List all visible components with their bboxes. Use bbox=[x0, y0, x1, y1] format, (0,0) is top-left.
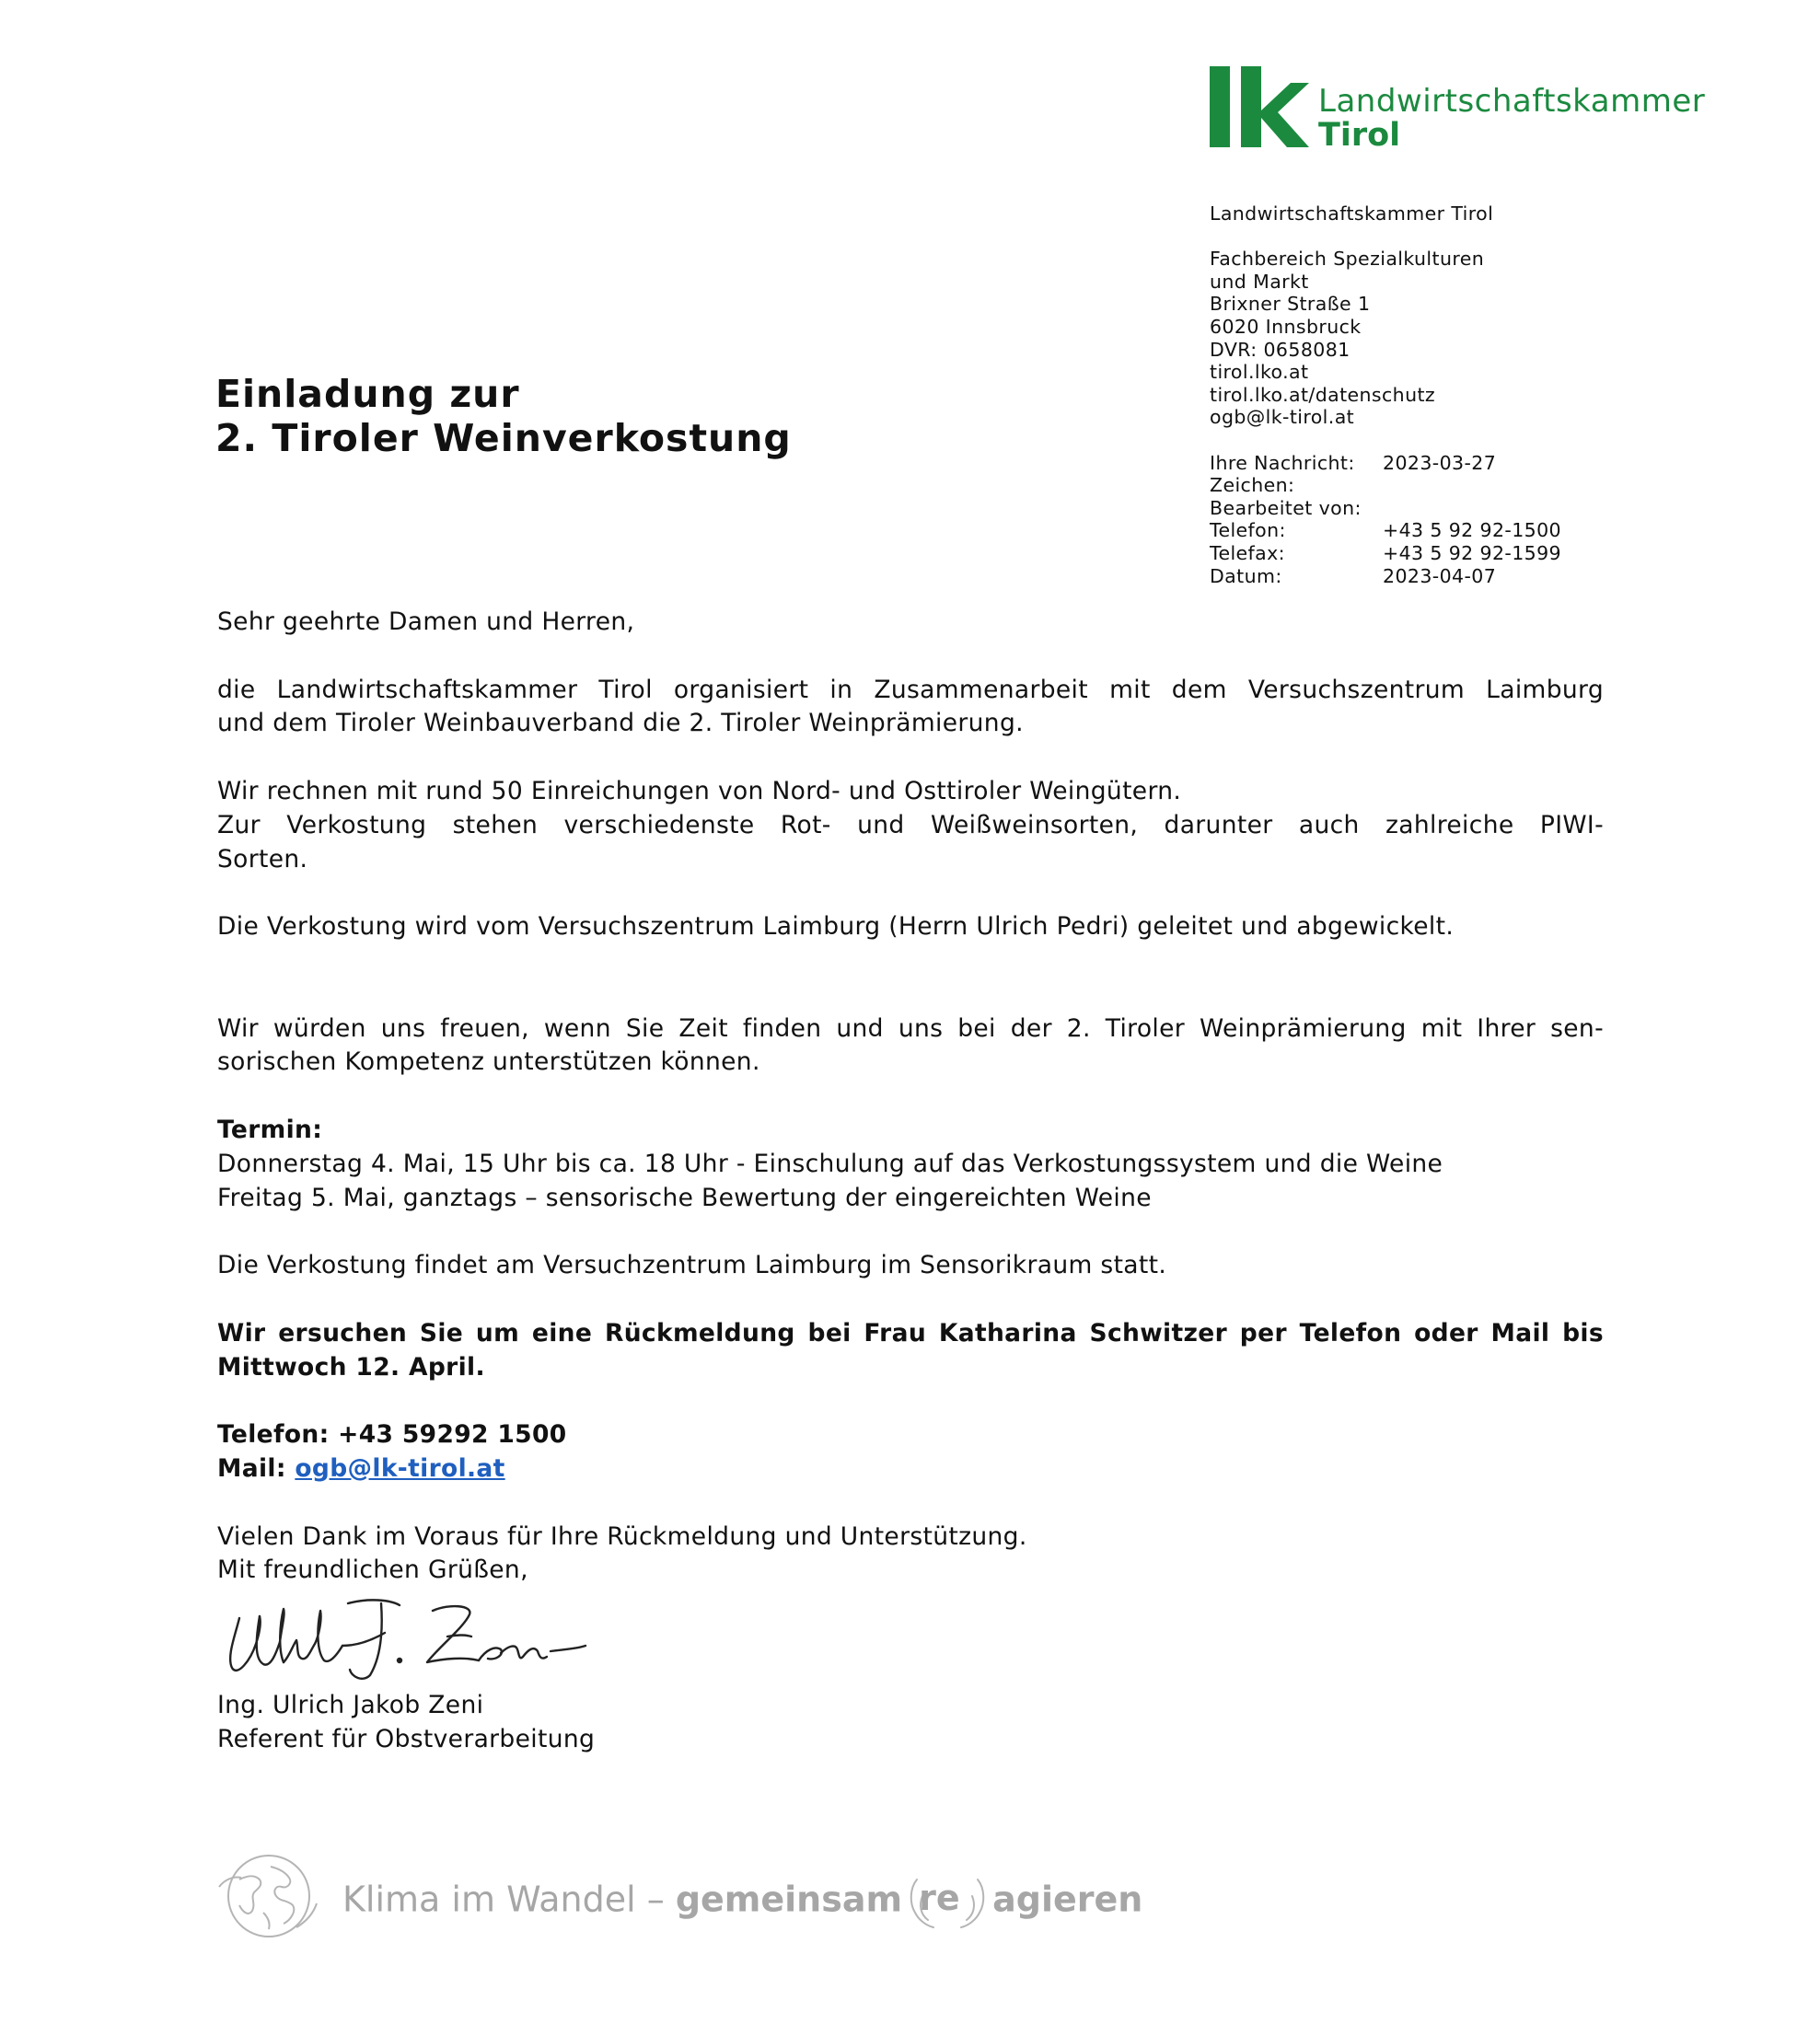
request-line-2: Mittwoch 12. April. bbox=[217, 1352, 485, 1382]
sender-block bbox=[1210, 202, 1725, 587]
paragraph-2-line-1: Wir rechnen mit rund 50 Einreichungen von Nord- und Osttiroler Weingütern. bbox=[217, 776, 1182, 805]
meta-label: Telefon: bbox=[1210, 519, 1286, 542]
slogan-regular: Klima im Wandel – bbox=[342, 1879, 676, 1920]
paragraph-2-line-2: Zur Verkostung stehen verschiedenste Rot- und Weißweinsorten, darunter auch zahlreiche PIWI- bbox=[217, 810, 1604, 839]
title-line-2: 2. Tiroler Weinverkostung bbox=[215, 416, 792, 460]
sender-web: tirol.lko.at bbox=[1210, 361, 1309, 384]
sender-street: Brixner Straße 1 bbox=[1210, 293, 1371, 316]
meta-row bbox=[1210, 497, 1725, 520]
meta-row bbox=[1210, 452, 1725, 475]
lk-logo bbox=[1206, 63, 1721, 155]
paragraph-1-line-1: die Landwirtschaftskammer Tirol organisiert in Zusammenarbeit mit dem Versuchszentrum Laimburg bbox=[217, 675, 1604, 704]
sender-dvr: DVR: 0658081 bbox=[1210, 338, 1351, 361]
sender-city: 6020 Innsbruck bbox=[1210, 315, 1362, 338]
paragraph-2-line-3: Sorten. bbox=[217, 844, 308, 873]
meta-value: +43 5 92 92-1599 bbox=[1383, 541, 1561, 564]
meta-row bbox=[1210, 474, 1725, 497]
footer-slogan bbox=[342, 1874, 1142, 1929]
termin-label: Termin: bbox=[217, 1115, 323, 1144]
greeting: Sehr geehrte Damen und Herren, bbox=[217, 607, 635, 636]
footer-banner bbox=[214, 1848, 1226, 1944]
sender-email: ogb@lk-tirol.at bbox=[1210, 406, 1355, 429]
location: Die Verkostung findet am Versuchzentrum Laimburg im Sensorikraum statt. bbox=[217, 1251, 1167, 1280]
lk-logo-mark bbox=[1206, 63, 1309, 151]
paragraph-4-line-1: Wir würden uns freuen, wenn Sie Zeit finden und uns bei der 2. Tiroler Weinprämierung mit Ihrer sen- bbox=[217, 1013, 1604, 1043]
document-title bbox=[215, 372, 792, 460]
sender-privacy: tirol.lko.at/datenschutz bbox=[1210, 383, 1436, 406]
contact-mail bbox=[217, 1452, 1604, 1486]
paragraph-3: Die Verkostung wird vom Versuchszentrum Laimburg (Herrn Ulrich Pedri) geleitet und abgewickelt. bbox=[217, 912, 1455, 942]
meta-value: +43 5 92 92-1500 bbox=[1383, 519, 1561, 542]
slogan-bold: gemeinsam bbox=[675, 1879, 903, 1920]
logo-region: Tirol bbox=[1318, 117, 1401, 154]
meta-label: Bearbeitet von: bbox=[1210, 496, 1362, 519]
meta-row bbox=[1210, 565, 1725, 588]
signer-role: Referent für Obstverarbeitung bbox=[217, 1724, 596, 1753]
slogan-re: re bbox=[919, 1878, 960, 1918]
contact-phone: Telefon: +43 59292 1500 bbox=[217, 1420, 567, 1450]
thanks: Vielen Dank im Voraus für Ihre Rückmeldung und Unterstützung. bbox=[217, 1521, 1027, 1551]
meta-value: 2023-03-27 bbox=[1383, 451, 1497, 474]
meta-row bbox=[1210, 542, 1725, 565]
mail-link[interactable]: ogb@lk-tirol.at bbox=[295, 1453, 505, 1483]
title-line-1: Einladung zur bbox=[215, 372, 520, 416]
sender-org: Landwirtschaftskammer Tirol bbox=[1210, 202, 1494, 225]
signer-name: Ing. Ulrich Jakob Zeni bbox=[217, 1691, 484, 1720]
letter-body bbox=[217, 606, 1604, 1757]
mail-label: Mail: bbox=[217, 1453, 296, 1483]
meta-value: 2023-04-07 bbox=[1383, 564, 1497, 587]
sender-department-1: Fachbereich Spezialkulturen bbox=[1210, 248, 1485, 271]
paragraph-1-line-2: und dem Tiroler Weinbauverband die 2. Tiroler Weinprämierung. bbox=[217, 709, 1024, 738]
paragraph-4-line-2: sorischen Kompetenz unterstützen können. bbox=[217, 1047, 760, 1077]
slogan-end: agieren bbox=[992, 1879, 1143, 1920]
meta-label: Ihre Nachricht: bbox=[1210, 451, 1355, 474]
signature bbox=[219, 1592, 606, 1684]
hands-icon bbox=[906, 1874, 989, 1929]
meta-label: Datum: bbox=[1210, 564, 1282, 587]
meta-label: Telefax: bbox=[1210, 541, 1285, 564]
meta-label: Zeichen: bbox=[1210, 474, 1295, 497]
termin-2: Freitag 5. Mai, ganztags – sensorische Bewertung der eingereichten Weine bbox=[217, 1183, 1152, 1212]
closing: Mit freundlichen Grüßen, bbox=[217, 1556, 528, 1585]
sender-department-2: und Markt bbox=[1210, 270, 1309, 293]
logo-org-name: Landwirtschaftskammer bbox=[1318, 83, 1706, 120]
request-line-1: Wir ersuchen Sie um eine Rückmeldung bei Frau Katharina Schwitzer per Telefon oder Mail bis bbox=[217, 1318, 1604, 1347]
termin-1: Donnerstag 4. Mai, 15 Uhr bis ca. 18 Uhr - Einschulung auf das Verkostungssystem und die Weine bbox=[217, 1149, 1443, 1178]
globe-icon bbox=[214, 1848, 322, 1944]
meta-row bbox=[1210, 519, 1725, 542]
